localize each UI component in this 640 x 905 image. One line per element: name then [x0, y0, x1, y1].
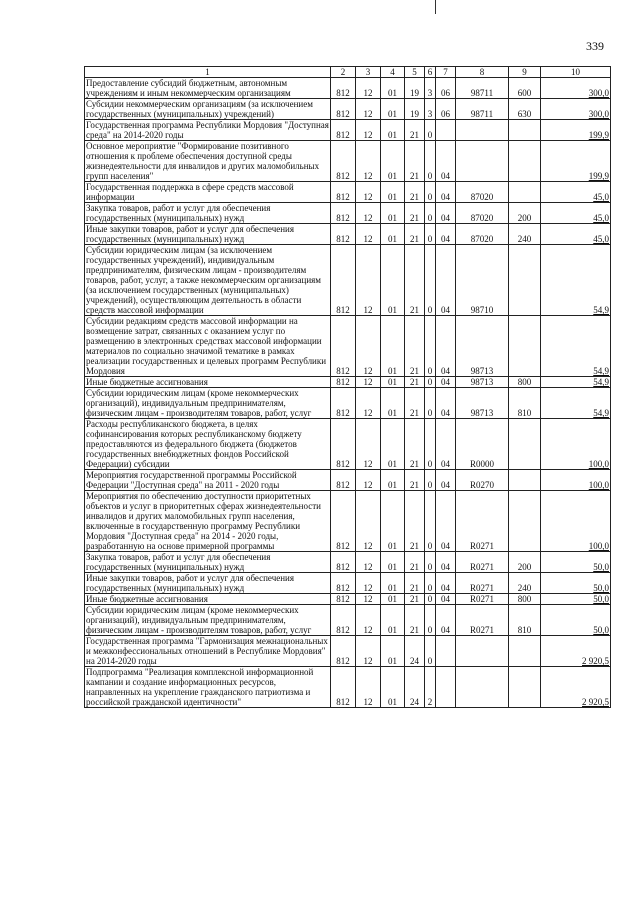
row-description: Закупка товаров, работ и услуг для обеспечения государственных (муниципальных) нужд	[85, 203, 331, 224]
subprogram-code: 0	[425, 203, 436, 224]
amount: 45,0	[541, 224, 611, 245]
activity-code: 06	[436, 99, 456, 120]
row-description: Государственная программа Республики Мордовия "Доступная среда" на 2014-2020 годы	[86, 120, 329, 140]
amount: 54,9	[541, 245, 611, 316]
table-row	[85, 245, 611, 316]
direction-code	[456, 636, 509, 667]
amount: 50,0	[541, 594, 611, 605]
subprogram-code: 2	[425, 667, 436, 708]
section-code: 12	[356, 224, 381, 245]
subsection-code: 01	[381, 120, 405, 141]
subsection-code: 01	[381, 224, 405, 245]
expense-type-code: 240	[509, 224, 541, 245]
activity-code: 04	[436, 316, 456, 377]
activity-code: 04	[436, 470, 456, 491]
program-code: 24	[405, 667, 425, 708]
subprogram-code: 0	[425, 388, 436, 419]
subsection-code: 01	[381, 78, 405, 99]
activity-code: 04	[436, 203, 456, 224]
program-code: 24	[405, 636, 425, 667]
direction-code	[456, 141, 509, 182]
section-code: 12	[356, 203, 381, 224]
subprogram-code: 0	[425, 316, 436, 377]
program-code: 21	[405, 203, 425, 224]
ministry-code: 812	[331, 667, 356, 708]
activity-code	[436, 667, 456, 708]
section-code: 12	[356, 316, 381, 377]
subsection-code: 01	[381, 573, 405, 594]
row-description: Расходы республиканского бюджета, в целях софинансирования которых республиканскому бюджету предоставляются из федерального бюджета (бюджетов государственных внебюджетных фондов Российской Федерации) субсидии	[85, 419, 331, 470]
ministry-code: 812	[331, 470, 356, 491]
section-code: 12	[356, 99, 381, 120]
activity-code	[436, 120, 456, 141]
subprogram-code: 0	[425, 491, 436, 552]
table-row	[85, 377, 611, 388]
subsection-code: 01	[381, 594, 405, 605]
amount: 300,0	[541, 78, 611, 99]
expense-type-code	[509, 316, 541, 377]
amount: 2 920,5	[541, 667, 611, 708]
table-row	[85, 667, 611, 708]
expense-type-code: 810	[509, 605, 541, 636]
subsection-code: 01	[381, 182, 405, 203]
section-code: 12	[356, 594, 381, 605]
table-row	[85, 470, 611, 491]
column-header: 1	[85, 67, 331, 78]
program-code: 21	[405, 388, 425, 419]
section-code: 12	[356, 605, 381, 636]
amount: 2 920,5	[541, 636, 611, 667]
activity-code: 04	[436, 377, 456, 388]
expense-type-code: 800	[509, 594, 541, 605]
column-header: 9	[509, 67, 541, 78]
subprogram-code: 0	[425, 224, 436, 245]
subsection-code: 01	[381, 470, 405, 491]
row-description: Иные закупки товаров, работ и услуг для обеспечения государственных (муниципальных) нужд	[85, 573, 331, 594]
program-code: 21	[405, 141, 425, 182]
expense-type-code	[509, 120, 541, 141]
row-description: Подпрограмма "Реализация комплексной информационной кампании и создание информационных ресурсов, направленных на укрепление гражданского патриотизма и российской гражданской идентичности"	[85, 667, 331, 708]
activity-code: 06	[436, 78, 456, 99]
expense-type-code: 630	[509, 99, 541, 120]
ministry-code: 812	[331, 316, 356, 377]
section-code: 12	[356, 573, 381, 594]
activity-code	[436, 636, 456, 667]
ministry-code: 812	[331, 377, 356, 388]
ministry-code: 812	[331, 224, 356, 245]
ministry-code: 812	[331, 78, 356, 99]
direction-code: R0271	[456, 552, 509, 573]
row-description: Субсидии некоммерческим организациям (за исключением государственных (муниципальных) учреждений)	[85, 99, 331, 120]
row-description: Субсидии юридическим лицам (кроме некоммерческих организаций), индивидуальным предпринимателям, физическим лицам - производителям товаров, работ, услуг	[85, 605, 331, 636]
column-header: 10	[541, 67, 611, 78]
section-code: 12	[356, 141, 381, 182]
amount: 199,9	[541, 141, 611, 182]
table-row	[85, 605, 611, 636]
subsection-code: 01	[381, 377, 405, 388]
row-description: Иные бюджетные ассигнования	[85, 377, 331, 388]
subprogram-code: 0	[425, 573, 436, 594]
row-description: Иные бюджетные ассигнования	[85, 594, 331, 605]
direction-code: 98713	[456, 388, 509, 419]
activity-code: 04	[436, 419, 456, 470]
subprogram-code: 3	[425, 99, 436, 120]
section-code: 12	[356, 245, 381, 316]
activity-code: 04	[436, 245, 456, 316]
amount: 50,0	[541, 552, 611, 573]
subprogram-code: 0	[425, 182, 436, 203]
row-description: Закупка товаров, работ и услуг для обеспечения государственных (муниципальных) нужд	[85, 552, 331, 573]
section-code: 12	[356, 182, 381, 203]
subsection-code: 01	[381, 245, 405, 316]
table-row	[85, 594, 611, 605]
direction-code	[456, 667, 509, 708]
expense-type-code	[509, 470, 541, 491]
table-row	[85, 388, 611, 419]
program-code: 19	[405, 99, 425, 120]
scan-mark	[435, 0, 436, 14]
table-row	[85, 78, 611, 99]
expense-type-code: 810	[509, 388, 541, 419]
ministry-code: 812	[331, 120, 356, 141]
ministry-code: 812	[331, 203, 356, 224]
activity-code: 04	[436, 388, 456, 419]
subprogram-code: 0	[425, 470, 436, 491]
ministry-code: 812	[331, 419, 356, 470]
header-row	[85, 67, 611, 78]
subprogram-code: 0	[425, 120, 436, 141]
direction-code: R0271	[456, 605, 509, 636]
program-code: 21	[405, 573, 425, 594]
program-code: 21	[405, 605, 425, 636]
column-header: 7	[436, 67, 456, 78]
table-row	[85, 573, 611, 594]
activity-code: 04	[436, 605, 456, 636]
ministry-code: 812	[331, 141, 356, 182]
expense-type-code	[509, 141, 541, 182]
amount: 54,9	[541, 377, 611, 388]
amount: 50,0	[541, 605, 611, 636]
subprogram-code: 0	[425, 377, 436, 388]
program-code: 21	[405, 316, 425, 377]
table-row	[85, 316, 611, 377]
row-description: Иные закупки товаров, работ и услуг для обеспечения государственных (муниципальных) нужд	[85, 224, 331, 245]
direction-code: 98711	[456, 99, 509, 120]
direction-code: 98713	[456, 316, 509, 377]
subprogram-code: 0	[425, 141, 436, 182]
ministry-code: 812	[331, 636, 356, 667]
column-header: 6	[425, 67, 436, 78]
subsection-code: 01	[381, 636, 405, 667]
direction-code: 98711	[456, 78, 509, 99]
direction-code: 87020	[456, 203, 509, 224]
row-description: Государственная поддержка в сфере средств массовой информации	[85, 182, 331, 203]
direction-code: 87020	[456, 182, 509, 203]
row-description: Субсидии юридическим лицам (кроме некоммерческих организаций), индивидуальным предпринимателям, физическим лицам - производителям товаров, работ, услуг	[85, 388, 331, 419]
table-row	[85, 224, 611, 245]
section-code: 12	[356, 552, 381, 573]
program-code: 21	[405, 470, 425, 491]
section-code: 12	[356, 388, 381, 419]
ministry-code: 812	[331, 594, 356, 605]
table-row	[85, 120, 611, 141]
subsection-code: 01	[381, 316, 405, 377]
subprogram-code: 0	[425, 552, 436, 573]
program-code: 21	[405, 377, 425, 388]
subsection-code: 01	[381, 667, 405, 708]
table-row	[85, 99, 611, 120]
direction-code: R0000	[456, 419, 509, 470]
amount: 45,0	[541, 182, 611, 203]
amount: 100,0	[541, 470, 611, 491]
section-code: 12	[356, 78, 381, 99]
subsection-code: 01	[381, 552, 405, 573]
table-row	[85, 552, 611, 573]
amount: 100,0	[541, 491, 611, 552]
program-code: 19	[405, 78, 425, 99]
activity-code: 04	[436, 224, 456, 245]
amount: 54,9	[541, 388, 611, 419]
expense-type-code: 240	[509, 573, 541, 594]
direction-code: R0271	[456, 491, 509, 552]
subprogram-code: 3	[425, 78, 436, 99]
direction-code: 98710	[456, 245, 509, 316]
ministry-code: 812	[331, 605, 356, 636]
expense-type-code: 200	[509, 552, 541, 573]
direction-code: R0270	[456, 470, 509, 491]
ministry-code: 812	[331, 245, 356, 316]
program-code: 21	[405, 419, 425, 470]
subsection-code: 01	[381, 203, 405, 224]
column-header: 4	[381, 67, 405, 78]
expense-type-code	[509, 491, 541, 552]
program-code: 21	[405, 182, 425, 203]
subprogram-code: 0	[425, 594, 436, 605]
subprogram-code: 0	[425, 245, 436, 316]
program-code: 21	[405, 594, 425, 605]
program-code: 21	[405, 245, 425, 316]
expense-type-code	[509, 419, 541, 470]
row-description: Мероприятия по обеспечению доступности приоритетных объектов и услуг в приоритетных сферах жизнедеятельности инвалидов и других маломобильных групп населения, включенные в государственную программу Республики Мордовия "Доступная среда" на 2014 - 2020 годы, разработанную на основе примерной программы	[85, 491, 331, 552]
section-code: 12	[356, 636, 381, 667]
table-row	[85, 636, 611, 667]
amount: 45,0	[541, 203, 611, 224]
program-code: 21	[405, 224, 425, 245]
section-code: 12	[356, 120, 381, 141]
expense-type-code	[509, 667, 541, 708]
amount: 54,9	[541, 316, 611, 377]
section-code: 12	[356, 377, 381, 388]
row-description: Государственная программа "Гармонизация межнациональных и межконфессиональных отношений в Республике Мордовия" на 2014-2020 годы	[85, 636, 331, 667]
activity-code: 04	[436, 573, 456, 594]
ministry-code: 812	[331, 573, 356, 594]
subprogram-code: 0	[425, 605, 436, 636]
activity-code: 04	[436, 182, 456, 203]
expense-type-code: 600	[509, 78, 541, 99]
column-header: 8	[456, 67, 509, 78]
direction-code: R0271	[456, 573, 509, 594]
table-row	[85, 141, 611, 182]
table-row	[85, 182, 611, 203]
expense-type-code: 200	[509, 203, 541, 224]
section-code: 12	[356, 491, 381, 552]
activity-code: 04	[436, 141, 456, 182]
row-description: Субсидии редакциям средств массовой информации на возмещение затрат, связанных с оказанием услуг по размещению в электронных средствах массовой информации материалов по социально значимой тематике в рамках реализации государственных и целевых программ Республики Мордовия	[85, 316, 331, 377]
table-body	[85, 78, 611, 708]
subsection-code: 01	[381, 388, 405, 419]
section-code: 12	[356, 667, 381, 708]
table-row	[85, 491, 611, 552]
ministry-code: 812	[331, 552, 356, 573]
row-description: Основное мероприятие "Формирование позитивного отношения к проблеме обеспечения доступной среды жизнедеятельности для инвалидов и других маломобильных групп населения"	[85, 141, 331, 182]
section-code: 12	[356, 419, 381, 470]
subsection-code: 01	[381, 141, 405, 182]
activity-code: 04	[436, 552, 456, 573]
direction-code	[456, 120, 509, 141]
ministry-code: 812	[331, 388, 356, 419]
expense-type-code	[509, 636, 541, 667]
subsection-code: 01	[381, 491, 405, 552]
program-code: 21	[405, 552, 425, 573]
amount: 199,9	[541, 120, 611, 141]
column-header: 2	[331, 67, 356, 78]
ministry-code: 812	[331, 182, 356, 203]
expense-type-code	[509, 182, 541, 203]
activity-code: 04	[436, 491, 456, 552]
table-row	[85, 203, 611, 224]
column-header: 3	[356, 67, 381, 78]
program-code: 21	[405, 491, 425, 552]
direction-code: 98713	[456, 377, 509, 388]
subsection-code: 01	[381, 419, 405, 470]
amount: 100,0	[541, 419, 611, 470]
ministry-code: 812	[331, 99, 356, 120]
subsection-code: 01	[381, 99, 405, 120]
budget-table	[84, 66, 611, 708]
expense-type-code: 800	[509, 377, 541, 388]
row-description: Предоставление субсидий бюджетным, автономным учреждениям и иным некоммерческим организациям	[85, 78, 331, 99]
subprogram-code: 0	[425, 636, 436, 667]
direction-code: 87020	[456, 224, 509, 245]
subsection-code: 01	[381, 605, 405, 636]
direction-code: R0271	[456, 594, 509, 605]
expense-type-code	[509, 245, 541, 316]
section-code: 12	[356, 470, 381, 491]
ministry-code: 812	[331, 491, 356, 552]
amount: 50,0	[541, 573, 611, 594]
activity-code: 04	[436, 594, 456, 605]
row-description: Мероприятия государственной программы Российской Федерации "Доступная среда" на 2011 - 2020 годы	[85, 470, 331, 491]
row-description: Субсидии юридическим лицам (за исключением государственных учреждений), индивидуальным предпринимателям, физическим лицам - производителям товаров, работ, услуг, а также некоммерческим организациям (за исключением государственных (муниципальных) учреждений), осуществляющим деятельность в области средств массовой информации	[85, 245, 331, 316]
page-number: 339	[586, 39, 604, 53]
program-code: 21	[405, 120, 425, 141]
table-row	[85, 419, 611, 470]
subprogram-code: 0	[425, 419, 436, 470]
column-header: 5	[405, 67, 425, 78]
amount: 300,0	[541, 99, 611, 120]
